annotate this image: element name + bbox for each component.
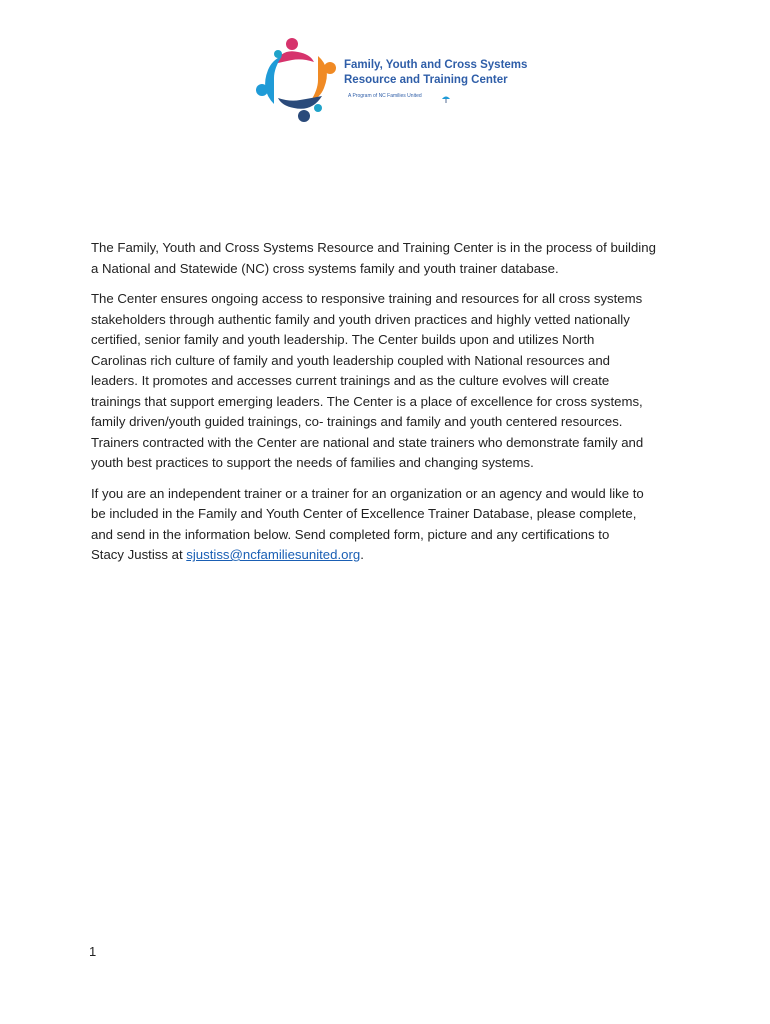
logo-navy-head	[298, 110, 310, 122]
instructions-paragraph	[91, 484, 691, 566]
logo-teal-head-2	[314, 104, 322, 112]
logo-orange-arm	[310, 56, 327, 102]
logo-emblem-icon	[252, 34, 342, 124]
document-body	[91, 238, 691, 576]
center-description-paragraph: The Center ensures ongoing access to responsive training and resources for all cross systems stakeholders through authentic family and youth driven practices and highly vetted nationally certified, senior family and youth leadership. The Center builds upon and utilizes North Carolinas rich culture of family and youth leadership coupled with National resources and leaders. It promotes and accesses current trainings and as the culture evolves will create trainings that support emerging leaders. The Center is a place of excellence for cross systems, family driven/youth guided trainings, co- trainings and family and youth centered resources. Trainers contracted with the Center are national and state trainers who demonstrate family and youth best practices to support the needs of families and changing systems.	[91, 291, 644, 470]
logo-subtitle: A Program of NC Families United	[348, 93, 422, 99]
contact-email-link[interactable]: sjustiss@ncfamiliesunited.org	[186, 547, 361, 562]
intro-line-2: a National and Statewide (NC) cross systems family and youth trainer database.	[91, 260, 559, 276]
page-number: 1	[89, 944, 97, 959]
instructions-end: .	[360, 547, 364, 562]
instructions-text: If you are an independent trainer or a trainer for an organization or an agency and would like to be included in the Family and Youth Center of Excellence Trainer Database, please complete, and send in the information below. Send completed form, picture and any certifications to Stacy Justiss at	[91, 485, 644, 562]
logo-pink-head	[286, 38, 298, 50]
logo-teal-head	[274, 50, 282, 58]
intro-line-1: The Family, Youth and Cross Systems Resource and Training Center is in the process of building	[91, 240, 656, 255]
logo-title-line1: Family, Youth and Cross Systems	[344, 59, 528, 71]
logo-blue-arm	[265, 56, 282, 104]
umbrella-icon	[441, 91, 451, 101]
intro-paragraph	[91, 238, 691, 279]
organization-logo	[252, 30, 528, 130]
logo-title	[344, 58, 527, 88]
logo-title-line2: Resource and Training Center	[344, 74, 508, 86]
